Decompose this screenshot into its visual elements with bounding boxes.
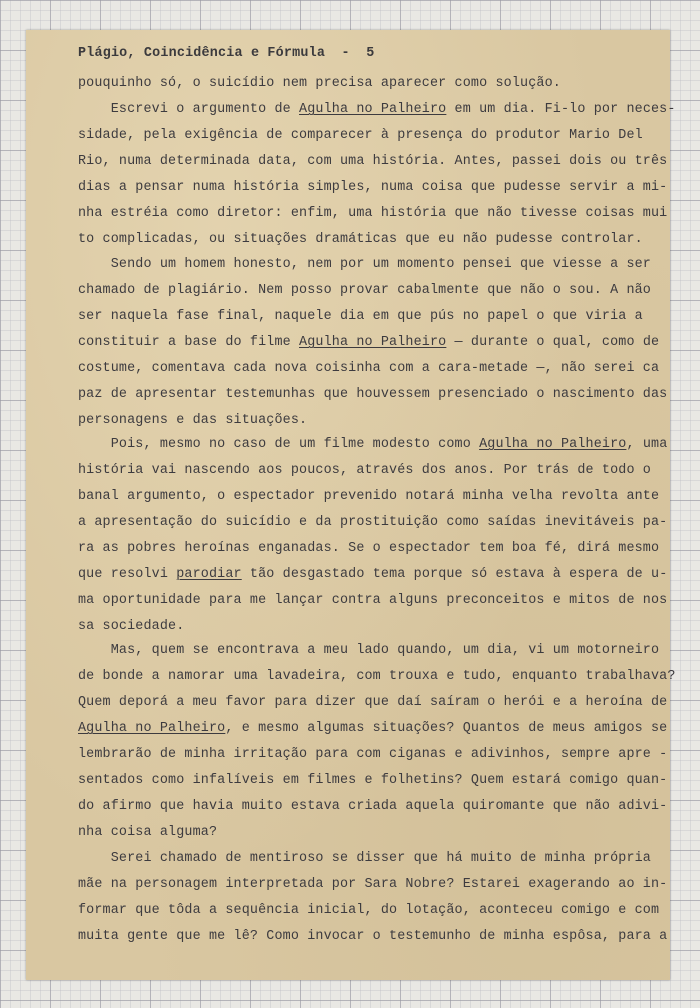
text-line: sidade, pela exigência de comparecer à presença do produtor Mario Del <box>78 128 643 143</box>
underlined-title: Agulha no Palheiro <box>78 721 226 736</box>
text-line: muita gente que me lê? Como invocar o testemunho de minha espôsa, para a <box>78 929 668 944</box>
text-line: constituir a base do filme Agulha no Palheiro — durante o qual, como de <box>78 335 660 350</box>
text-line: de bonde a namorar uma lavadeira, com trouxa e tudo, enquanto trabalhava? <box>78 669 676 684</box>
text-line: to complicadas, ou situações dramáticas que eu não pudesse controlar. <box>78 232 643 247</box>
text-line: mãe na personagem interpretada por Sara Nobre? Estarei exagerando ao in- <box>78 877 668 892</box>
text-line: Pois, mesmo no caso de um filme modesto como Agulha no Palheiro, uma <box>78 437 668 452</box>
text-line: ra as pobres heroínas enganadas. Se o espectador tem boa fé, dirá mesmo <box>78 541 660 556</box>
text-line: Escrevi o argumento de Agulha no Palheiro em um dia. Fi-lo por neces- <box>78 102 676 117</box>
text-line: que resolvi parodiar tão desgastado tema porque só estava à espera de u- <box>78 567 668 582</box>
text-line: a apresentação do suicídio e da prostituição como saídas inevitáveis pa- <box>78 515 668 530</box>
text-line: personagens e das situações. <box>78 413 308 428</box>
text-line: Mas, quem se encontrava a meu lado quando, um dia, vi um motorneiro <box>78 643 660 658</box>
text-line: Quem deporá a meu favor para dizer que daí saíram o herói e a heroína de <box>78 695 668 710</box>
underlined-title: Agulha no Palheiro <box>299 335 447 350</box>
text-line: banal argumento, o espectador prevenido notará minha velha revolta ante <box>78 489 660 504</box>
typewritten-page <box>26 30 676 980</box>
text-line: ma oportunidade para me lançar contra alguns preconceitos e mitos de nos <box>78 593 668 608</box>
text-line: Rio, numa determinada data, com uma história. Antes, passei dois ou três <box>78 154 668 169</box>
underlined-title: Agulha no Palheiro <box>479 437 627 452</box>
page-header: Plágio, Coincidência e Fórmula - 5 <box>78 46 375 61</box>
text-line: nha coisa alguma? <box>78 825 218 840</box>
underlined-title: parodiar <box>176 567 242 582</box>
text-line: lembrarão de minha irritação para com ciganas e adivinhos, sempre apre - <box>78 747 668 762</box>
text-line: chamado de plagiário. Nem posso provar cabalmente que não o sou. A não <box>78 283 651 298</box>
text-line: paz de apresentar testemunhas que houvessem presenciado o nascimento das <box>78 387 668 402</box>
text-line: Sendo um homem honesto, nem por um momento pensei que viesse a ser <box>78 257 651 272</box>
text-line: Serei chamado de mentiroso se disser que há muito de minha própria <box>78 851 651 866</box>
text-line: história vai nascendo aos poucos, através dos anos. Por trás de todo o <box>78 463 651 478</box>
text-line: ser naquela fase final, naquele dia em que pús no papel o que viria a <box>78 309 643 324</box>
text-line: dias a pensar numa história simples, numa coisa que pudesse servir a mi- <box>78 180 668 195</box>
text-line: costume, comentava cada nova coisinha com a cara-metade —, não serei ca <box>78 361 660 376</box>
text-line: sentados como infalíveis em filmes e folhetins? Quem estará comigo quan- <box>78 773 668 788</box>
text-line: Agulha no Palheiro, e mesmo algumas situações? Quantos de meus amigos se <box>78 721 668 736</box>
text-line: sa sociedade. <box>78 619 185 634</box>
text-line: do afirmo que havia muito estava criada aquela quiromante que não adivi- <box>78 799 668 814</box>
text-line: pouquinho só, o suicídio nem precisa aparecer como solução. <box>78 76 561 91</box>
text-line: nha estréia como diretor: enfim, uma história que não tivesse coisas mui <box>78 206 668 221</box>
underlined-title: Agulha no Palheiro <box>299 102 447 117</box>
text-line: formar que tôda a sequência inicial, do lotação, aconteceu comigo e com <box>78 903 660 918</box>
